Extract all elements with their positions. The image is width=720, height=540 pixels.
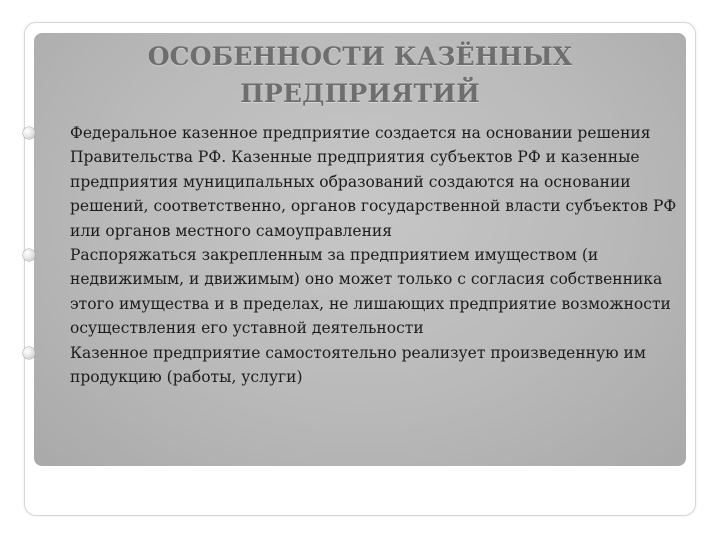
bullet-item: [22, 121, 682, 243]
slide-title-line-2: ПРЕДПРИЯТИЙ: [240, 79, 480, 108]
slide-title: [34, 38, 686, 112]
bullet-text: Распоряжаться закрепленным за предприятием имуществом (и недвижимым, и движимым) оно может только с согласия собственника этого имущества и в пределах, не лишающих предприятие возможности осуществления его уставной деятельности: [70, 246, 671, 338]
bullet-marker-icon: [23, 127, 35, 139]
bullet-marker-icon: [23, 249, 35, 261]
bullet-text: Федеральное казенное предприятие создается на основании решения Правительства РФ. Казенные предприятия субъектов РФ и казенные предприятия муниципальных образований создаются на основании решений, соответственно, органов государственной власти субъектов РФ или органов местного самоуправления: [70, 124, 677, 240]
bullet-text: Казенное предприятие самостоятельно реализует произведенную им продукцию (работы, услуги): [70, 343, 646, 387]
bullet-item: [22, 243, 682, 341]
bullet-item: [22, 341, 682, 390]
bullet-marker-icon: [23, 347, 35, 359]
bullet-list: [22, 121, 682, 389]
slide-title-line-1: ОСОБЕННОСТИ КАЗЁННЫХ: [147, 42, 573, 71]
